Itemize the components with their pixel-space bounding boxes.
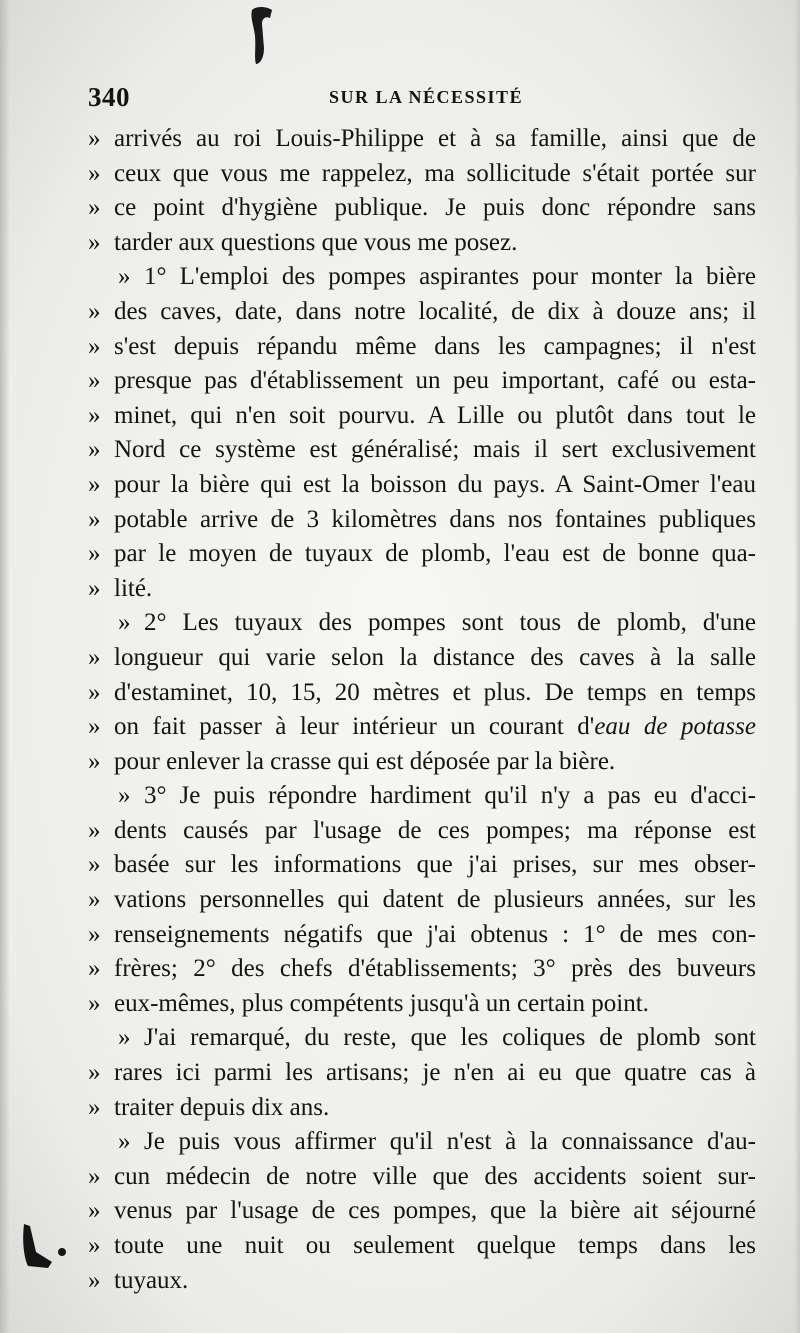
guillemet: » <box>88 470 101 498</box>
guillemet: » <box>88 540 101 568</box>
guillemet: » <box>88 228 101 256</box>
text-line: » cun médecin de notre ville que des accidents soient sur- <box>88 1160 756 1195</box>
text-line: » Nord ce système est généralisé; mais il sert exclusivement <box>88 433 756 468</box>
text-line: » Je puis vous affirmer qu'il n'est à la connaissance d'au- <box>88 1125 756 1160</box>
text-line: » frères; 2° des chefs d'établissements; 3° près des buveurs <box>88 952 756 987</box>
ink-smudge-top <box>248 4 276 68</box>
guillemet: » <box>118 1128 131 1156</box>
text-line: » vations personnelles qui datent de plusieurs années, sur les <box>88 883 756 918</box>
text-line: » 2° Les tuyaux des pompes sont tous de plomb, d'une <box>88 606 756 641</box>
guillemet: » <box>88 332 101 360</box>
text-line: » ce point d'hygiène publique. Je puis donc répondre sans <box>88 191 756 226</box>
guillemet: » <box>118 1024 131 1052</box>
text-line: » J'ai remarqué, du reste, que les coliques de plomb sont <box>88 1021 756 1056</box>
guillemet: » <box>88 747 101 775</box>
text-line: » pour la bière qui est la boisson du pays. A Saint-Omer l'eau <box>88 468 756 503</box>
text-line: » basée sur les informations que j'ai prises, sur mes obser- <box>88 848 756 883</box>
text-line: » potable arrive de 3 kilomètres dans nos fontaines publiques <box>88 503 756 538</box>
guillemet: » <box>88 401 101 429</box>
guillemet: » <box>88 1197 101 1225</box>
text-line: » dents causés par l'usage de ces pompes; ma réponse est <box>88 814 756 849</box>
guillemet: » <box>118 263 131 291</box>
guillemet: » <box>118 609 131 637</box>
guillemet: » <box>88 955 101 983</box>
guillemet: » <box>88 1266 101 1294</box>
text-line: » on fait passer à leur intérieur un courant d'eau de potasse <box>88 710 756 745</box>
guillemet: » <box>88 713 101 741</box>
text-line: » 3° Je puis répondre hardiment qu'il n'y a pas eu d'acci- <box>88 779 756 814</box>
guillemet: » <box>88 367 101 395</box>
guillemet: » <box>118 782 131 810</box>
text-line: » minet, qui n'en soit pourvu. A Lille ou plutôt dans tout le <box>88 399 756 434</box>
guillemet: » <box>88 1232 101 1259</box>
text-line: » pour enlever la crasse qui est déposée par la bière. <box>88 745 756 780</box>
page-edge-shadow-right <box>794 0 800 1333</box>
text-line: » presque pas d'établissement un peu important, café ou esta- <box>88 364 756 399</box>
text-line: » s'est depuis répandu même dans les campagnes; il n'est <box>88 330 756 365</box>
guillemet: » <box>88 194 101 222</box>
guillemet: » <box>88 678 101 706</box>
page-edge-shadow-left <box>0 0 10 1333</box>
page-header <box>88 82 748 118</box>
guillemet: » <box>88 505 101 533</box>
text-line: » 1° L'emploi des pompes aspirantes pour monter la bière <box>88 260 756 295</box>
text-line: » lité. <box>88 572 756 607</box>
text-line: » eux-mêmes, plus compétents jusqu'à un certain point. <box>88 987 756 1022</box>
ink-blot-left <box>18 1222 68 1272</box>
guillemet: » <box>88 1093 101 1121</box>
running-title: SUR LA NÉCESSITÉ <box>329 87 524 107</box>
text-line: » d'estaminet, 10, 15, 20 mètres et plus. De temps en temps <box>88 676 756 711</box>
text-line: » des caves, date, dans notre localité, de dix à douze ans; il <box>88 295 756 330</box>
text-line: » arrivés au roi Louis-Philippe et à sa famille, ainsi que de <box>88 122 756 157</box>
text-line: » longueur qui varie selon la distance des caves à la salle <box>88 641 756 676</box>
text-line: » tuyaux. <box>88 1264 756 1299</box>
text-line: » renseignements négatifs que j'ai obtenus : 1° de mes con- <box>88 918 756 953</box>
guillemet: » <box>88 851 101 879</box>
text-line: » venus par l'usage de ces pompes, que la bière ait séjourné <box>88 1194 756 1229</box>
text-line: » par le moyen de tuyaux de plomb, l'eau est de bonne qua- <box>88 537 756 572</box>
page-number: 340 <box>88 82 130 112</box>
guillemet: » <box>88 125 101 152</box>
guillemet: » <box>88 159 101 187</box>
text-line: » rares ici parmi les artisans; je n'en ai eu que quatre cas à <box>88 1056 756 1091</box>
guillemet: » <box>88 989 101 1017</box>
text-line: » ceux que vous me rappelez, ma sollicitude s'était portée sur <box>88 157 756 192</box>
guillemet: » <box>88 297 101 325</box>
guillemet: » <box>88 816 101 844</box>
text-line: » tarder aux questions que vous me posez. <box>88 226 756 261</box>
guillemet: » <box>88 436 101 464</box>
guillemet: » <box>88 643 101 671</box>
guillemet: » <box>88 1059 101 1087</box>
guillemet: » <box>88 574 101 602</box>
body-text <box>88 122 756 1298</box>
guillemet: » <box>88 1162 101 1190</box>
text-line: » toute une nuit ou seulement quelque temps dans les <box>88 1229 756 1264</box>
guillemet: » <box>88 920 101 948</box>
text-line: » traiter depuis dix ans. <box>88 1091 756 1126</box>
guillemet: » <box>88 886 101 914</box>
italic-term: eau de potasse <box>594 713 756 741</box>
